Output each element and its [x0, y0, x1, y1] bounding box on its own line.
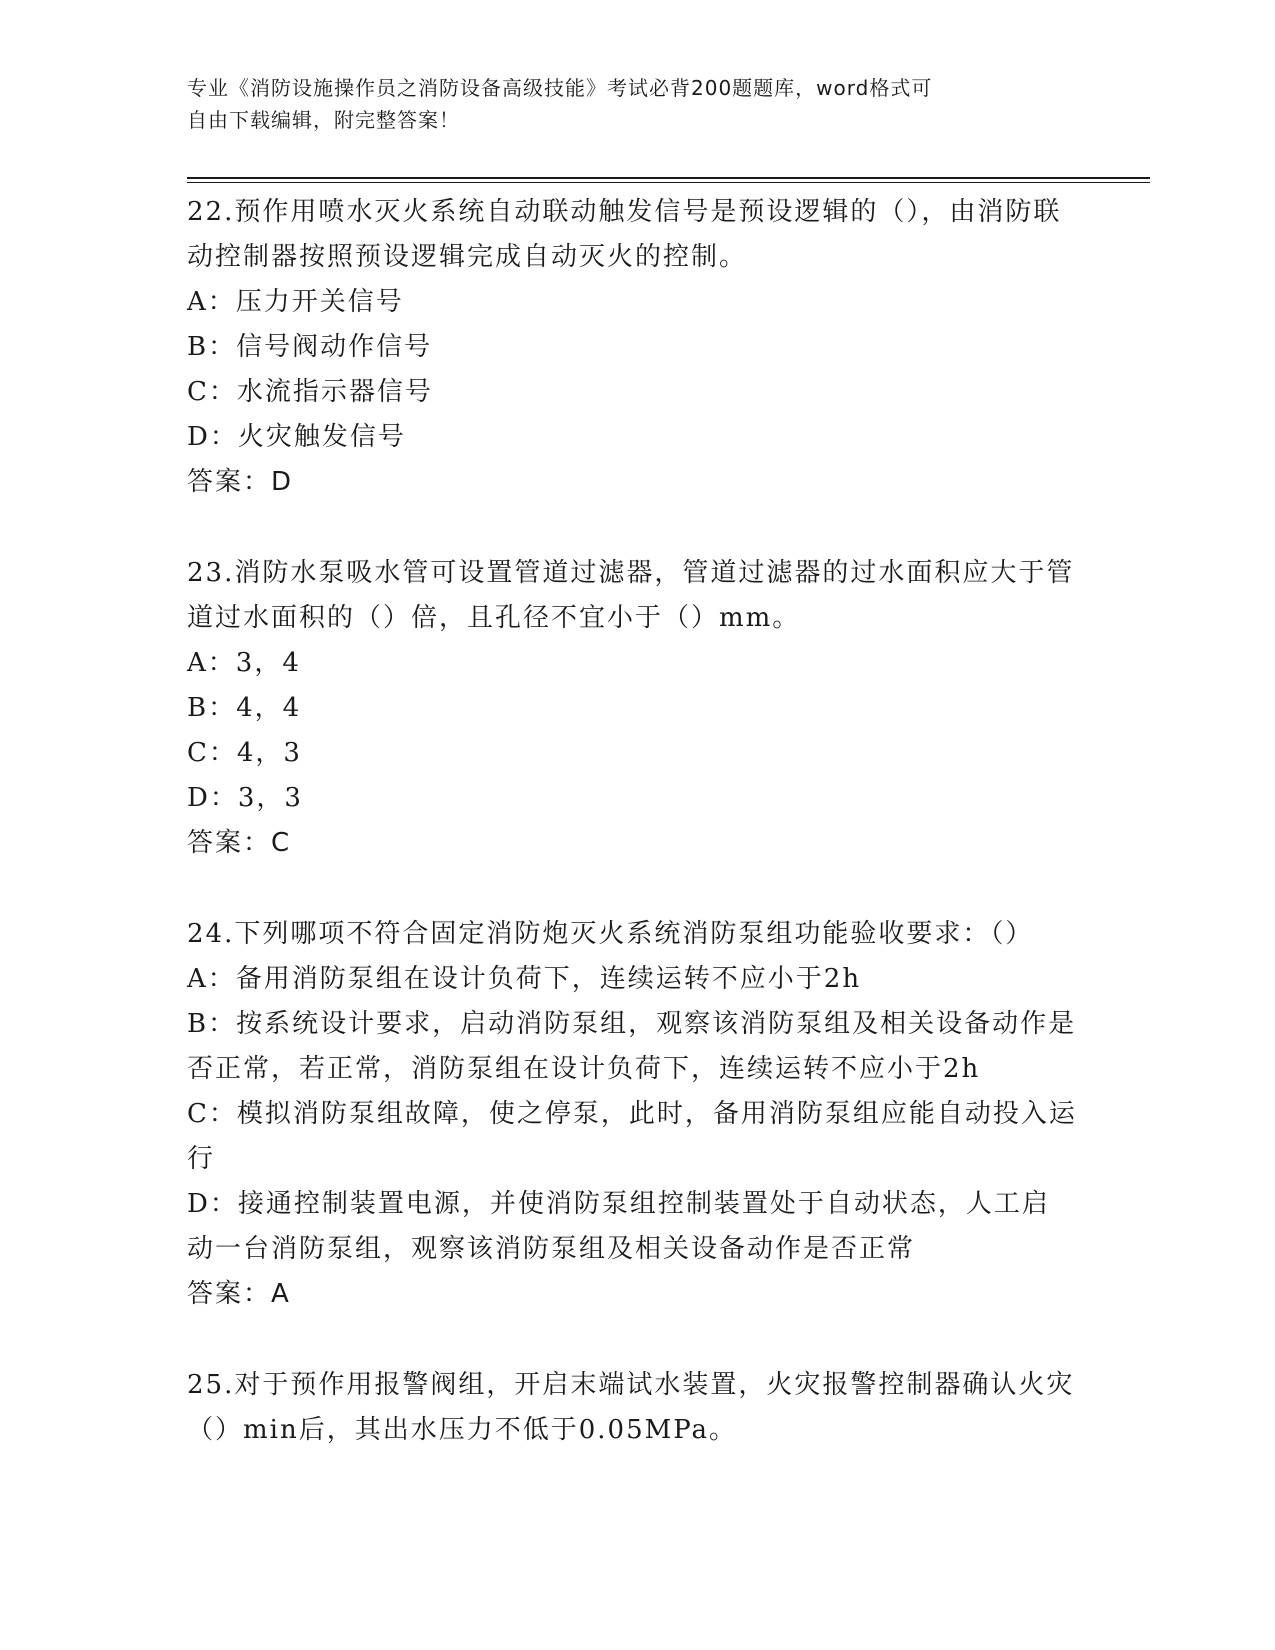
option-d: D：3，3: [187, 783, 303, 813]
question-text: 25.对于预作用报警阀组，开启末端试水装置，火灾报警控制器确认火灾（）min后，其出水压力不低于0.05MPa。: [187, 1370, 1075, 1445]
option-c: C：模拟消防泵组故障，使之停泵，此时，备用消防泵组应能自动投入运行: [187, 1099, 1077, 1174]
option-b: B：信号阀动作信号: [187, 332, 433, 362]
answer-label: 答案：: [187, 828, 272, 858]
question-list: [187, 190, 1077, 1499]
question-24: [187, 912, 1077, 1317]
option-c: C：水流指示器信号: [187, 377, 433, 407]
answer-label: 答案：: [187, 1279, 272, 1309]
header-line-1: 专业《消防设施操作员之消防设备高级技能》考试必背200题题库，word格式可: [187, 76, 933, 100]
answer-value: A: [271, 1279, 289, 1309]
document-header: [187, 72, 1067, 136]
question-text: 23.消防水泵吸水管可设置管道过滤器，管道过滤器的过水面积应大于管道过水面积的（）倍，且孔径不宜小于（）mm。: [187, 558, 1075, 633]
option-d: D：火灾触发信号: [187, 422, 406, 452]
answer-value: C: [271, 828, 290, 858]
question-25: [187, 1363, 1077, 1453]
header-divider: [187, 177, 1150, 179]
option-b: B：4，4: [187, 693, 302, 723]
option-c: C：4，3: [187, 738, 302, 768]
answer-line: [187, 460, 1077, 505]
option-a: A：备用消防泵组在设计负荷下，连续运转不应小于2h: [187, 964, 862, 994]
question-22: [187, 190, 1077, 505]
answer-value: D: [271, 467, 292, 497]
option-b: B：按系统设计要求，启动消防泵组，观察该消防泵组及相关设备动作是否正常，若正常，消防泵组在设计负荷下，连续运转不应小于2h: [187, 1009, 1077, 1084]
option-a: A：3，4: [187, 648, 301, 678]
answer-line: [187, 821, 1077, 866]
option-a: A：压力开关信号: [187, 287, 404, 317]
answer-label: 答案：: [187, 467, 272, 497]
answer-line: [187, 1272, 1077, 1317]
question-text: 22.预作用喷水灭火系统自动联动触发信号是预设逻辑的（），由消防联动控制器按照预设逻辑完成自动灭火的控制。: [187, 197, 1062, 272]
option-d: D：接通控制装置电源，并使消防泵组控制装置处于自动状态，人工启动一台消防泵组，观察该消防泵组及相关设备动作是否正常: [187, 1189, 1050, 1264]
question-23: [187, 551, 1077, 866]
header-divider-thin: [187, 182, 1150, 183]
header-line-2: 自由下载编辑，附完整答案！: [187, 108, 460, 132]
question-text: 24.下列哪项不符合固定消防炮灭火系统消防泵组功能验收要求：（）: [187, 919, 1034, 949]
